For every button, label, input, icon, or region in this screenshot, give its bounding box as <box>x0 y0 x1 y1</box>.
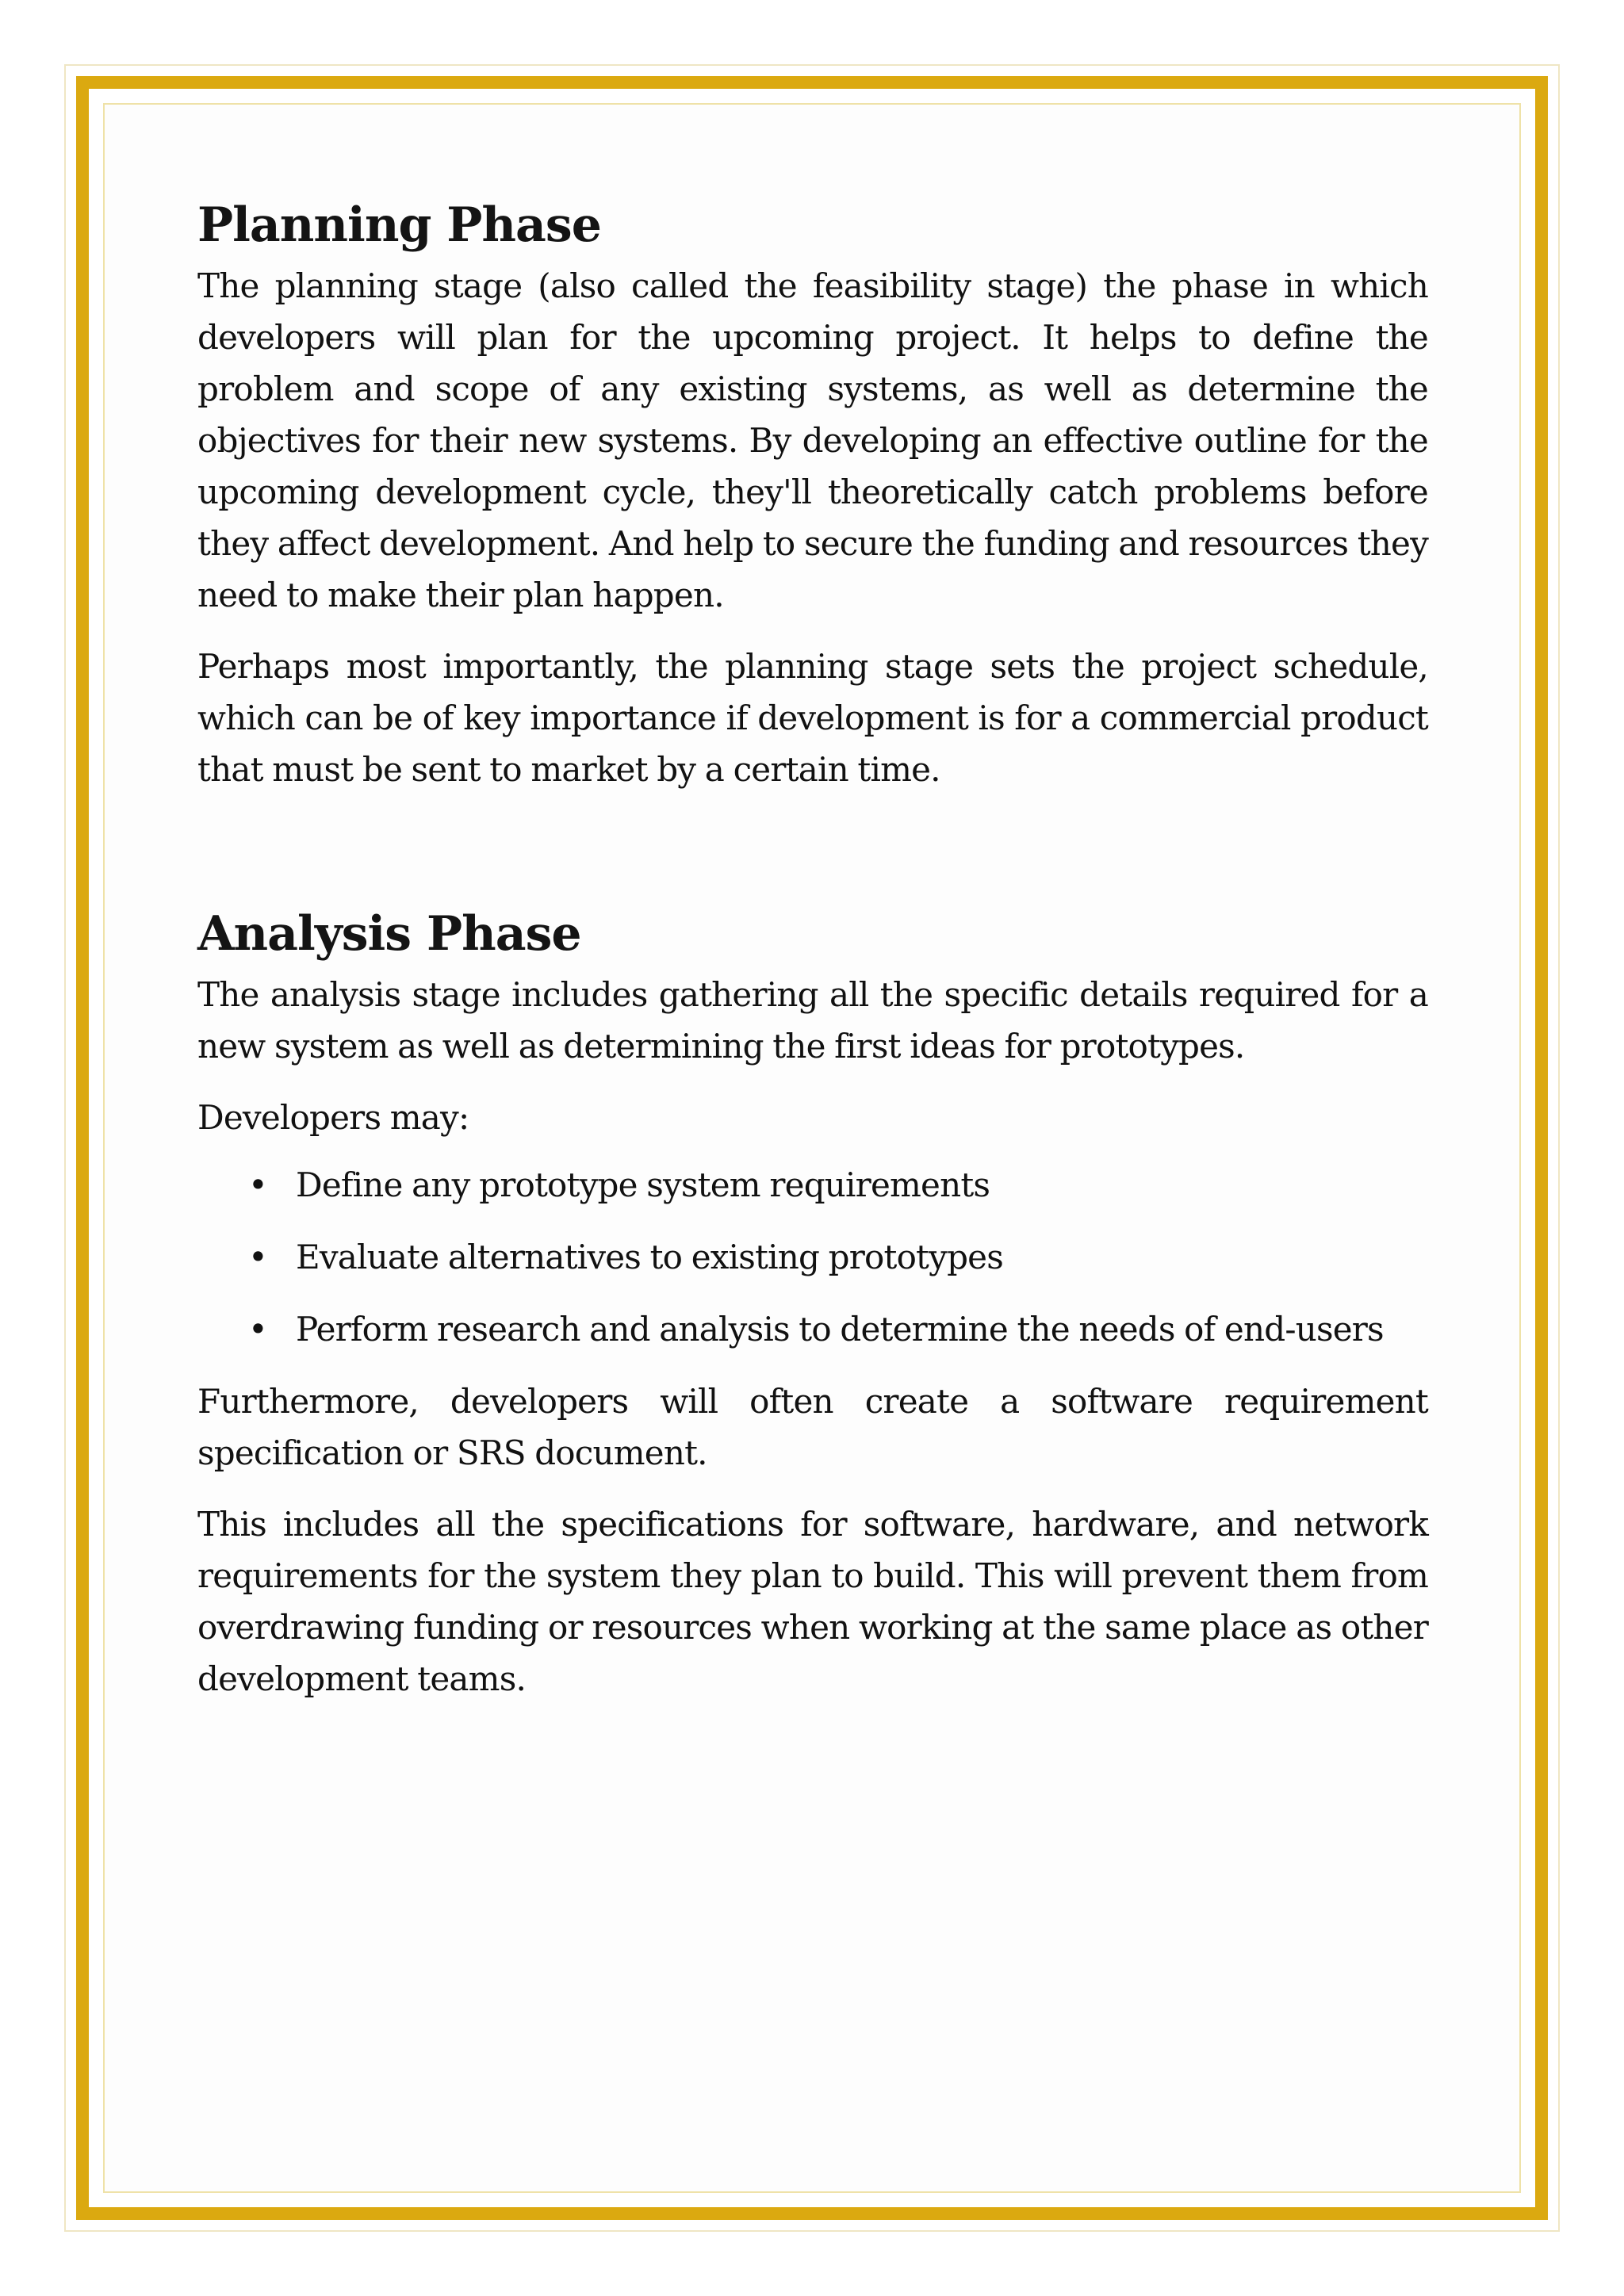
developer-task-list <box>197 1159 1428 1355</box>
bullet-icon: • <box>248 1310 267 1349</box>
analysis-section <box>197 904 1428 1705</box>
list-item-text: Define any prototype system requirements <box>296 1165 990 1204</box>
bullet-icon: • <box>248 1165 267 1204</box>
analysis-paragraph-2: This includes all the specifications for software, hardware, and network requirements for the system they plan to build. This will prevent them from overdrawing funding or resources when working at the same place as other development teams. <box>197 1505 1428 1698</box>
planning-paragraph-2: Perhaps most importantly, the planning stage sets the project schedule, which can be of key importance if development is for a commercial product that must be sent to market by a certain time. <box>197 647 1428 789</box>
section-spacer <box>197 815 1428 904</box>
list-item-text: Evaluate alternatives to existing prototypes <box>296 1238 1003 1276</box>
planning-heading: Planning Phase <box>197 197 601 253</box>
bullet-icon: • <box>248 1238 267 1276</box>
analysis-heading: Analysis Phase <box>197 906 581 962</box>
planning-paragraph-1: The planning stage (also called the feasibility stage) the phase in which developers will plan for the upcoming project. It helps to define the problem and scope of any existing systems, as well as determine the objectives for their new systems. By developing an effective outline for the upcoming development cycle, they'll theoretically catch problems before they affect development. And help to secure the funding and resources they need to make their plan happen. <box>197 266 1429 614</box>
planning-section <box>197 195 1428 795</box>
list-item <box>197 1159 1428 1211</box>
analysis-lead-text: Developers may: <box>197 1098 469 1137</box>
list-item <box>197 1231 1428 1283</box>
document-body <box>197 195 1428 1724</box>
list-item <box>197 1303 1428 1355</box>
analysis-paragraph-1: Furthermore, developers will often create a software requirement specification or SRS document. <box>197 1382 1428 1472</box>
analysis-intro-paragraph: The analysis stage includes gathering all the specific details required for a new system as well as determining the first ideas for prototypes. <box>197 975 1428 1066</box>
list-item-text: Perform research and analysis to determine the needs of end-users <box>296 1310 1384 1349</box>
